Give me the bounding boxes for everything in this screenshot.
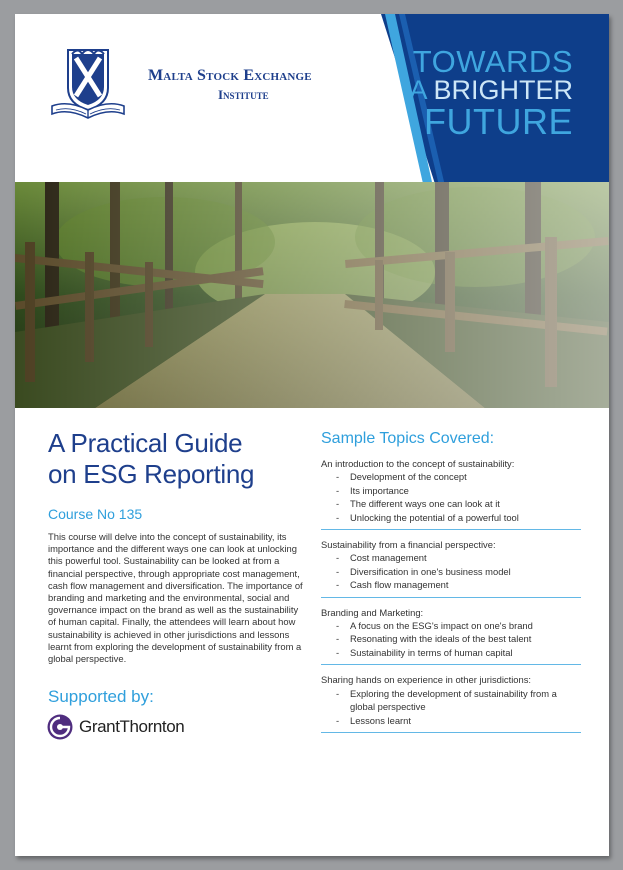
tagline-accent: A xyxy=(409,75,426,106)
tagline-brighter: BRIGHTER xyxy=(433,75,573,106)
grant-thornton-icon xyxy=(47,714,73,740)
brochure-page xyxy=(15,14,609,856)
topic-item: - Sustainability in terms of human capital xyxy=(321,646,581,659)
course-number: Course No 135 xyxy=(48,506,143,522)
course-title-line-2: on ESG Reporting xyxy=(48,459,255,489)
logo-line-1: Malta Stock Exchange xyxy=(148,67,312,84)
topics-heading: Sample Topics Covered: xyxy=(321,430,495,447)
tagline-line-1: TOWARDS xyxy=(412,44,573,79)
msei-logo-text xyxy=(148,67,312,103)
topic-group xyxy=(321,457,581,530)
topic-item: - Unlocking the potential of a powerful tool xyxy=(321,511,581,524)
topic-item: - Its importance xyxy=(321,484,581,497)
course-title xyxy=(48,428,254,490)
topic-group-title: Sharing hands on experience in other jurisdictions: xyxy=(321,674,532,686)
topic-item: - Cash flow management xyxy=(321,578,581,591)
topics-list xyxy=(321,457,581,741)
topic-item: - The different ways one can look at it xyxy=(321,497,581,510)
course-description: This course will delve into the concept of sustainability, its importance and the different ways one can look at unlocking this powerful tool. Sustainability can be looked at from a financial perspective, through appropriate cost management, cash flow management and diversification. The importance of branding and marketing and the environmental, social and governance impact on the brand as well as the sustainability of human capital. Finally, the attendees will learn about how sustainability is achieved in other jurisdictions and lessons learnt from exploring the development of sustainability from a global perspective. xyxy=(48,531,303,665)
sponsor-name: GrantThornton xyxy=(79,717,185,736)
course-title-line-1: A Practical Guide xyxy=(48,428,243,458)
topic-item: - Lessons learnt xyxy=(321,714,581,727)
supported-by-heading: Supported by: xyxy=(48,687,154,706)
topic-group xyxy=(321,673,581,733)
topic-group-title: An introduction to the concept of sustainability: xyxy=(321,458,515,469)
tagline-line-2 xyxy=(409,75,573,106)
topic-item: - Development of the concept xyxy=(321,470,581,483)
topic-group xyxy=(321,538,581,598)
tagline xyxy=(409,44,573,142)
grant-thornton-logo xyxy=(47,714,184,740)
msei-crest-icon xyxy=(48,44,128,124)
forest-path-photo xyxy=(15,182,609,408)
topic-item: - Exploring the development of sustainability from a global perspective xyxy=(321,687,581,714)
topic-item: - A focus on the ESG's impact on one's brand xyxy=(321,619,581,632)
topic-item: - Cost management xyxy=(321,551,581,564)
logo-line-2: Institute xyxy=(218,87,269,102)
topic-group xyxy=(321,606,581,666)
tagline-line-3: FUTURE xyxy=(424,100,573,142)
topic-group-title: Branding and Marketing: xyxy=(321,606,424,618)
topic-item: - Resonating with the ideals of the best talent xyxy=(321,632,581,645)
topic-item: - Diversification in one's business model xyxy=(321,565,581,578)
topic-group-title: Sustainability from a financial perspective: xyxy=(321,539,496,551)
